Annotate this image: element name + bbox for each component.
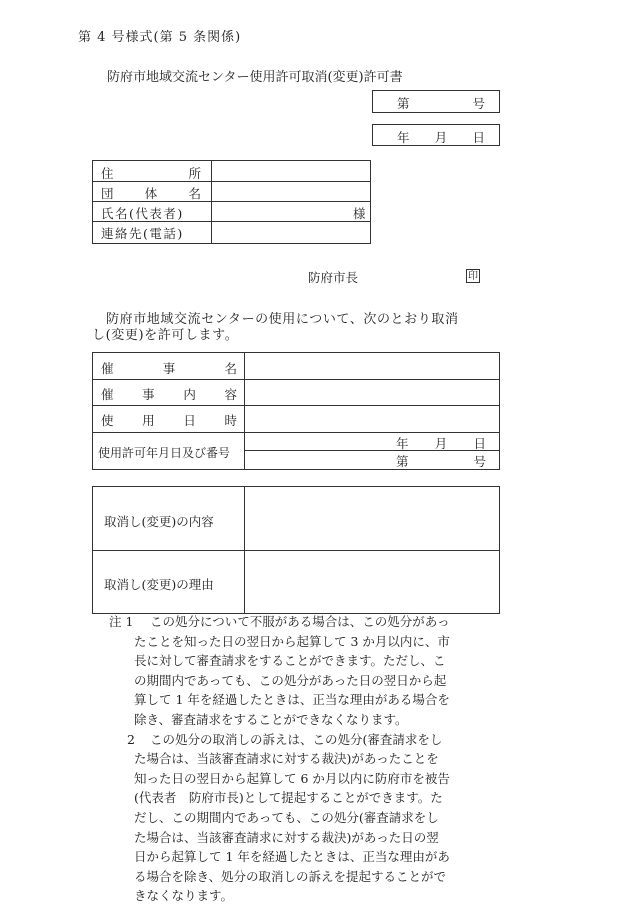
number-prefix: 第 (397, 96, 410, 111)
document-title: 防府市地域交流センター使用許可取消(変更)許可書 (107, 70, 403, 85)
cancel-content-label: 取消し(変更)の内容 (104, 514, 214, 529)
note-1-line-6: 除き、審査請求をすることができなくなります。 (134, 712, 408, 727)
note-1-label: 注 1 (109, 614, 134, 629)
permit-number-fields: 第 号 (396, 454, 486, 469)
note-1-line-4: の期間内であっても、この処分があった日の翌日から起 (134, 672, 447, 688)
note-2-line-9: きなくなります。 (134, 888, 234, 904)
body-line-1: 防府市地域交流センターの使用について、次のとおり取消 (106, 312, 459, 327)
cancellation-table (92, 486, 500, 614)
note-2-label: 2 (127, 731, 135, 747)
applicant-table (92, 160, 371, 244)
note-2-line-4: (代表者 防府市長)として提起することができます。た (134, 790, 443, 806)
note-1-line-2: たことを知った日の翌日から起算して 3 か月以内に、市 (134, 633, 450, 649)
issue-date-box (372, 124, 500, 146)
seal-stamp: 印 (468, 271, 478, 282)
note-2-line-6: た場合は、当該審査請求に対する裁決)があった日の翌 (134, 829, 439, 845)
address-label: 住 所 (101, 166, 201, 181)
body-line-2: し(変更)を許可します。 (92, 328, 239, 343)
form-number: 第 4 号様式(第 5 条関係) (78, 30, 242, 45)
note-2-line-3: 知った日の翌日から起算して 6 か月以内に防府市を被告 (134, 770, 450, 786)
note-2-line-2: た場合は、当該審査請求に対する裁決)があったことを (134, 751, 439, 767)
note-2-line-8: る場合を除き、処分の取消しの訴えを提起することがで (134, 868, 447, 884)
number-suffix: 号 (472, 96, 485, 111)
note-2-line-1: この処分の取消しの訴えは、この処分(審査請求をし (150, 731, 443, 747)
note-2-line-5: だし、この期間内であっても、この処分(審査請求をし (134, 810, 439, 825)
note-2-line-7: 日から起算して 1 年を経過したときは、正当な理由があ (134, 849, 450, 865)
event-content-label: 催 事 内 容 (101, 387, 237, 402)
date-month: 月 (434, 130, 448, 145)
note-1-line-5: 算して 1 年を経過したときは、正当な理由がある場合を (134, 692, 450, 708)
event-table (92, 352, 500, 470)
cancel-reason-label: 取消し(変更)の理由 (104, 577, 214, 592)
contact-phone-label: 連絡先(電話) (101, 226, 184, 241)
note-1-line-3: 長に対して審査請求をすることができます。ただし、こ (134, 653, 446, 669)
usage-datetime-label: 使 用 日 時 (101, 413, 237, 428)
note-1-line-1: この処分について不服がある場合は、この処分があっ (150, 614, 450, 629)
permit-number-box (372, 90, 500, 113)
event-name-label: 催 事 名 (101, 361, 237, 376)
permit-date-fields: 年 月 日 (396, 436, 486, 451)
representative-name-label: 氏名(代表者) (101, 206, 184, 221)
permit-date-number-label: 使用許可年月日及び番号 (98, 446, 231, 460)
mayor-title: 防府市長 (308, 270, 359, 285)
date-year: 年 (397, 130, 410, 145)
name-suffix: 様 (353, 206, 366, 221)
group-name-label: 団 体 名 (101, 186, 201, 201)
date-day: 日 (472, 130, 485, 145)
